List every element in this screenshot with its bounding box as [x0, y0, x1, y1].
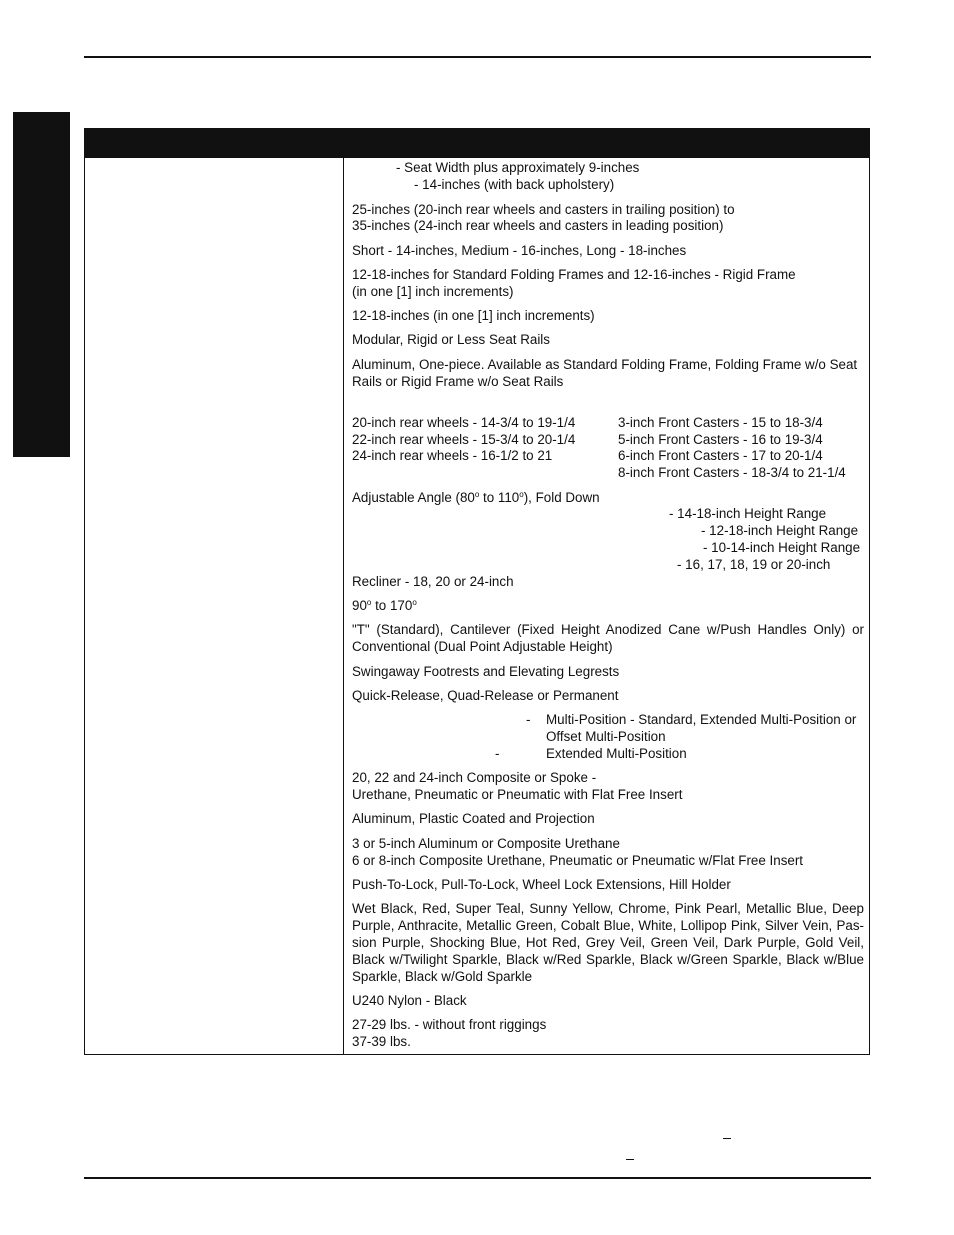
back-height-range-2: - 12-18-inch Height Range — [701, 523, 859, 538]
seat-rails: Modular, Rigid or Less Seat Rails — [352, 332, 550, 347]
back-height-range-4: - 16, 17, 18, 19 or 20-inch — [677, 557, 831, 572]
overall-length-line1: 25-inches (20-inch rear wheels and casters in trailing position) to — [352, 202, 735, 217]
frame-colors: Wet Black, Red, Super Teal, Sunny Yellow, Chrome, Pink Pearl, Metallic Blue, Deep Purple, Anthracite, Metallic Green, Cobalt Blue, White, Lollipop Pink, Silver Vein, Pas- sion Purple, Shocking Blue, Hot Red, Grey Veil, Green Veil, Dark Purple, Gold Veil, Black w/Twilight Sparkle, Black w/Red Sparkle, Black w/Green Sparkle, Black w/Blue Sparkle, Black w/Gold Sparkle — [352, 901, 864, 984]
seat-to-floor-rear-1: 20-inch rear wheels - 14-3/4 to 19-1/4 — [352, 415, 576, 430]
top-rule — [84, 56, 871, 58]
label-column — [85, 158, 344, 1054]
overall-length-line2: 35-inches (24-inch rear wheels and casters in leading position) — [352, 218, 724, 233]
seat-to-floor-front-2: 5-inch Front Casters - 16 to 19-3/4 — [618, 432, 823, 447]
wheel-locks: Push-To-Lock, Pull-To-Lock, Wheel Lock Extensions, Hill Holder — [352, 877, 731, 892]
seat-to-floor-front-1: 3-inch Front Casters - 15 to 18-3/4 — [618, 415, 823, 430]
back-angle: Adjustable Angle (80$^o$ to 110$^o$), Fold Down — [352, 490, 600, 505]
handrims: Aluminum, Plastic Coated and Projection — [352, 811, 595, 826]
back-recliner: Recliner - 18, 20 or 24-inch — [352, 574, 514, 589]
depth-options: Short - 14-inches, Medium - 16-inches, Long - 18-inches — [352, 243, 687, 258]
back-height-range-1: - 14-18-inch Height Range — [669, 506, 827, 521]
axle: Quick-Release, Quad-Release or Permanent — [352, 688, 619, 703]
recline-range: 90$^o$ to 170$^o$ — [352, 598, 417, 613]
back-height-range-3: - 10-14-inch Height Range — [703, 540, 861, 555]
footnote-mark — [626, 1159, 634, 1160]
front-riggings: Swingaway Footrests and Elevating Legrests — [352, 664, 620, 679]
bottom-rule — [84, 1177, 871, 1179]
axle-position-dash-1: - — [526, 712, 531, 727]
overall-width-line1: - Seat Width plus approximately 9-inches — [396, 160, 640, 175]
axle-position-item-2: Extended Multi-Position — [546, 746, 687, 761]
frame-line2: Rails or Rigid Frame w/o Seat Rails — [352, 374, 564, 389]
weight-line1: 27-29 lbs. - without front riggings — [352, 1017, 547, 1032]
axle-position-item-1-line2: Offset Multi-Position — [546, 729, 666, 744]
seat-to-floor-rear-2: 22-inch rear wheels - 15-3/4 to 20-1/4 — [352, 432, 576, 447]
axle-position-dash-2: - — [495, 746, 500, 761]
overall-width-line2: - 14-inches (with back upholstery) — [414, 177, 615, 192]
seat-depth: 12-18-inches (in one [1] inch increments) — [352, 308, 595, 323]
axle-position-item-1-line1: Multi-Position - Standard, Extended Multi-Position or — [546, 712, 857, 727]
specifications-table — [84, 128, 870, 1055]
seat-to-floor-front-3: 6-inch Front Casters - 17 to 20-1/4 — [618, 448, 823, 463]
rear-wheels-line2: Urethane, Pneumatic or Pneumatic with Flat Free Insert — [352, 787, 683, 802]
section-tab — [13, 112, 70, 457]
footnote-mark — [723, 1138, 731, 1139]
casters-line2: 6 or 8-inch Composite Urethane, Pneumatic or Pneumatic w/Flat Free Insert — [352, 853, 804, 868]
rear-wheels-line1: 20, 22 and 24-inch Composite or Spoke - — [352, 770, 597, 785]
back-style: "T" (Standard), Cantilever (Fixed Height Anodized Cane w/Push Handles Only) or Conventional (Dual Point Adjustable Height) — [352, 622, 864, 654]
casters-line1: 3 or 5-inch Aluminum or Composite Urethane — [352, 836, 620, 851]
seat-to-floor-rear-3: 24-inch rear wheels - 16-1/2 to 21 — [352, 448, 553, 463]
frame-line1: Aluminum, One-piece. Available as Standard Folding Frame, Folding Frame w/o Seat — [352, 357, 858, 372]
table-header-bar — [85, 129, 869, 158]
seat-widths-line2: (in one [1] inch increments) — [352, 284, 514, 299]
upholstery: U240 Nylon - Black — [352, 993, 467, 1008]
weight-line2: 37-39 lbs. — [352, 1034, 411, 1049]
seat-to-floor-front-4: 8-inch Front Casters - 18-3/4 to 21-1/4 — [618, 465, 846, 480]
seat-widths-line1: 12-18-inches for Standard Folding Frames and 12-16-inches - Rigid Frame — [352, 267, 796, 282]
